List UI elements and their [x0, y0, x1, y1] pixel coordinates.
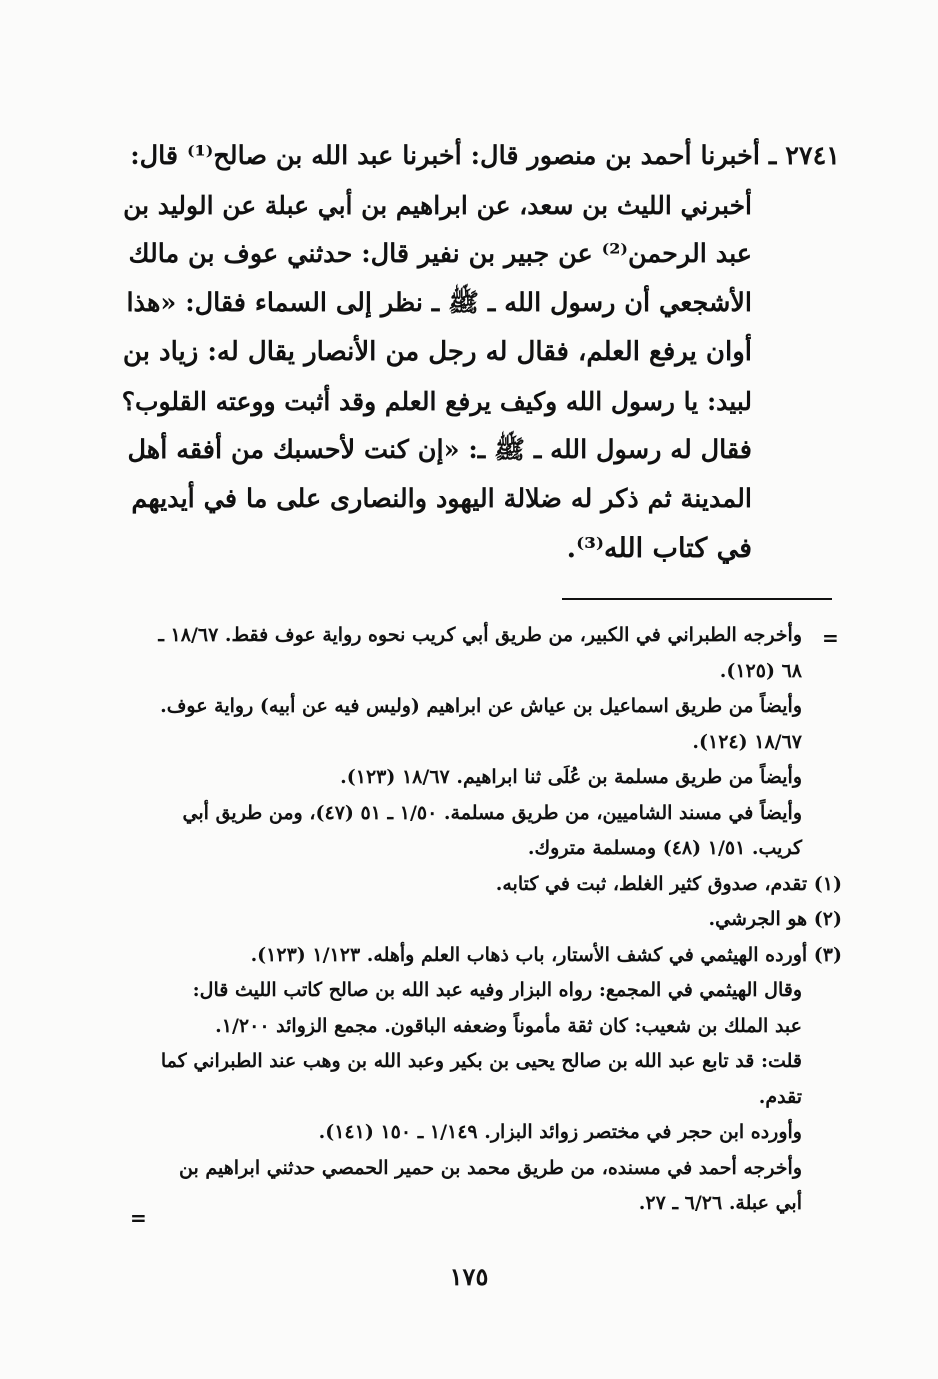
page-number: ١٧٥ [449, 1262, 489, 1291]
footnotes [120, 618, 842, 1222]
footnote-line: وأيضاً في مسند الشاميين، من طريق مسلمة. ١/٥٠ ـ ٥١ (٤٧)، ومن طريق أبي [182, 801, 802, 824]
footnote-line: عبد الملك بن شعيب: كان ثقة مأموناً وضعفه الباقون. مجمع الزوائد ١/٢٠٠. [215, 1014, 802, 1037]
hadith-line: لبيد: يا رسول الله وكيف يرفع العلم وقد أثبت ووعته القلوب؟ [121, 387, 752, 416]
footnote-line: وأيضاً من طريق مسلمة بن عُلَى ثنا ابراهيم. ١٨/٦٧ (١٢٣). [340, 766, 802, 788]
hadith-line: في كتاب الله⁽³⁾. [566, 533, 752, 564]
footnote-line: وقال الهيثمي في المجمع: رواه البزار وفيه عبد الله بن صالح كاتب الليث قال: [192, 979, 802, 1001]
hadith-line: فقال له رسول الله ـ ﷺ ـ: «إن كنت لأحسبك من أفقه أهل [127, 435, 752, 465]
hadith-line: أوان يرفع العلم، فقال له رجل من الأنصار يقال له: زياد بن [122, 337, 752, 367]
continuation-marker-top: = [822, 626, 839, 650]
footnote-line: ٦٨ (١٢٥). [719, 659, 802, 682]
footnote-divider [562, 598, 832, 600]
footnote-line: وأخرجه الطبراني في الكبير، من طريق أبي كريب نحوه رواية عوف فقط. ١٨/٦٧ ـ [158, 624, 802, 646]
hadith-line: عبد الرحمن⁽²⁾ عن جبير بن نفير قال: حدثني عوف بن مالك [128, 239, 752, 269]
footnote-line: (٢) هو الجرشي. [708, 908, 842, 930]
hadith-line: الأشجعي أن رسول الله ـ ﷺ ـ نظر إلى السماء فقال: «هذا [126, 288, 752, 318]
footnote-line: كريب. ١/٥١ (٤٨) ومسلمة متروك. [527, 837, 802, 859]
footnote-line: قلت: قد تابع عبد الله بن صالح يحيى بن بكير وعبد الله بن وهب عند الطبراني كما [160, 1050, 802, 1072]
hadith-text [120, 132, 840, 573]
footnote-line: ١٨/٦٧ (١٢٤). [692, 730, 802, 753]
hadith-line: المدينة ثم ذكر له ضلالة اليهود والنصارى على ما في أيديهم [131, 484, 752, 514]
hadith-line: ٢٧٤١ ـ أخبرنا أحمد بن منصور قال: أخبرنا عبد الله بن صالح⁽¹⁾ قال: [130, 141, 840, 171]
footnote-line: وأورده ابن حجر في مختصر زوائد البزار. ١/١٤٩ ـ ١٥٠ (١٤١). [318, 1121, 802, 1143]
footnote-line: تقدم. [758, 1085, 802, 1108]
footnote-line: وأيضاً من طريق اسماعيل بن عياش عن ابراهيم (وليس فيه عن أبيه) رواية عوف. [160, 695, 802, 717]
footnote-line: أبي عبلة. ٦/٢٦ ـ ٢٧. [638, 1192, 802, 1214]
hadith-line: أخبرني الليث بن سعد، عن ابراهيم بن أبي عبلة عن الوليد بن [123, 191, 752, 220]
continuation-marker-bottom: = [130, 1206, 147, 1230]
footnote-line: (٣) أورده الهيثمي في كشف الأستار، باب ذهاب العلم وأهله. ١/١٢٣ (١٢٣). [250, 943, 842, 966]
footnote-line: وأخرجه أحمد في مسنده، من طريق محمد بن حمير الحمصي حدثني ابراهيم بن [179, 1156, 802, 1179]
footnote-line: (١) تقدم، صدوق كثير الغلط، ثبت في كتابه. [495, 872, 842, 895]
